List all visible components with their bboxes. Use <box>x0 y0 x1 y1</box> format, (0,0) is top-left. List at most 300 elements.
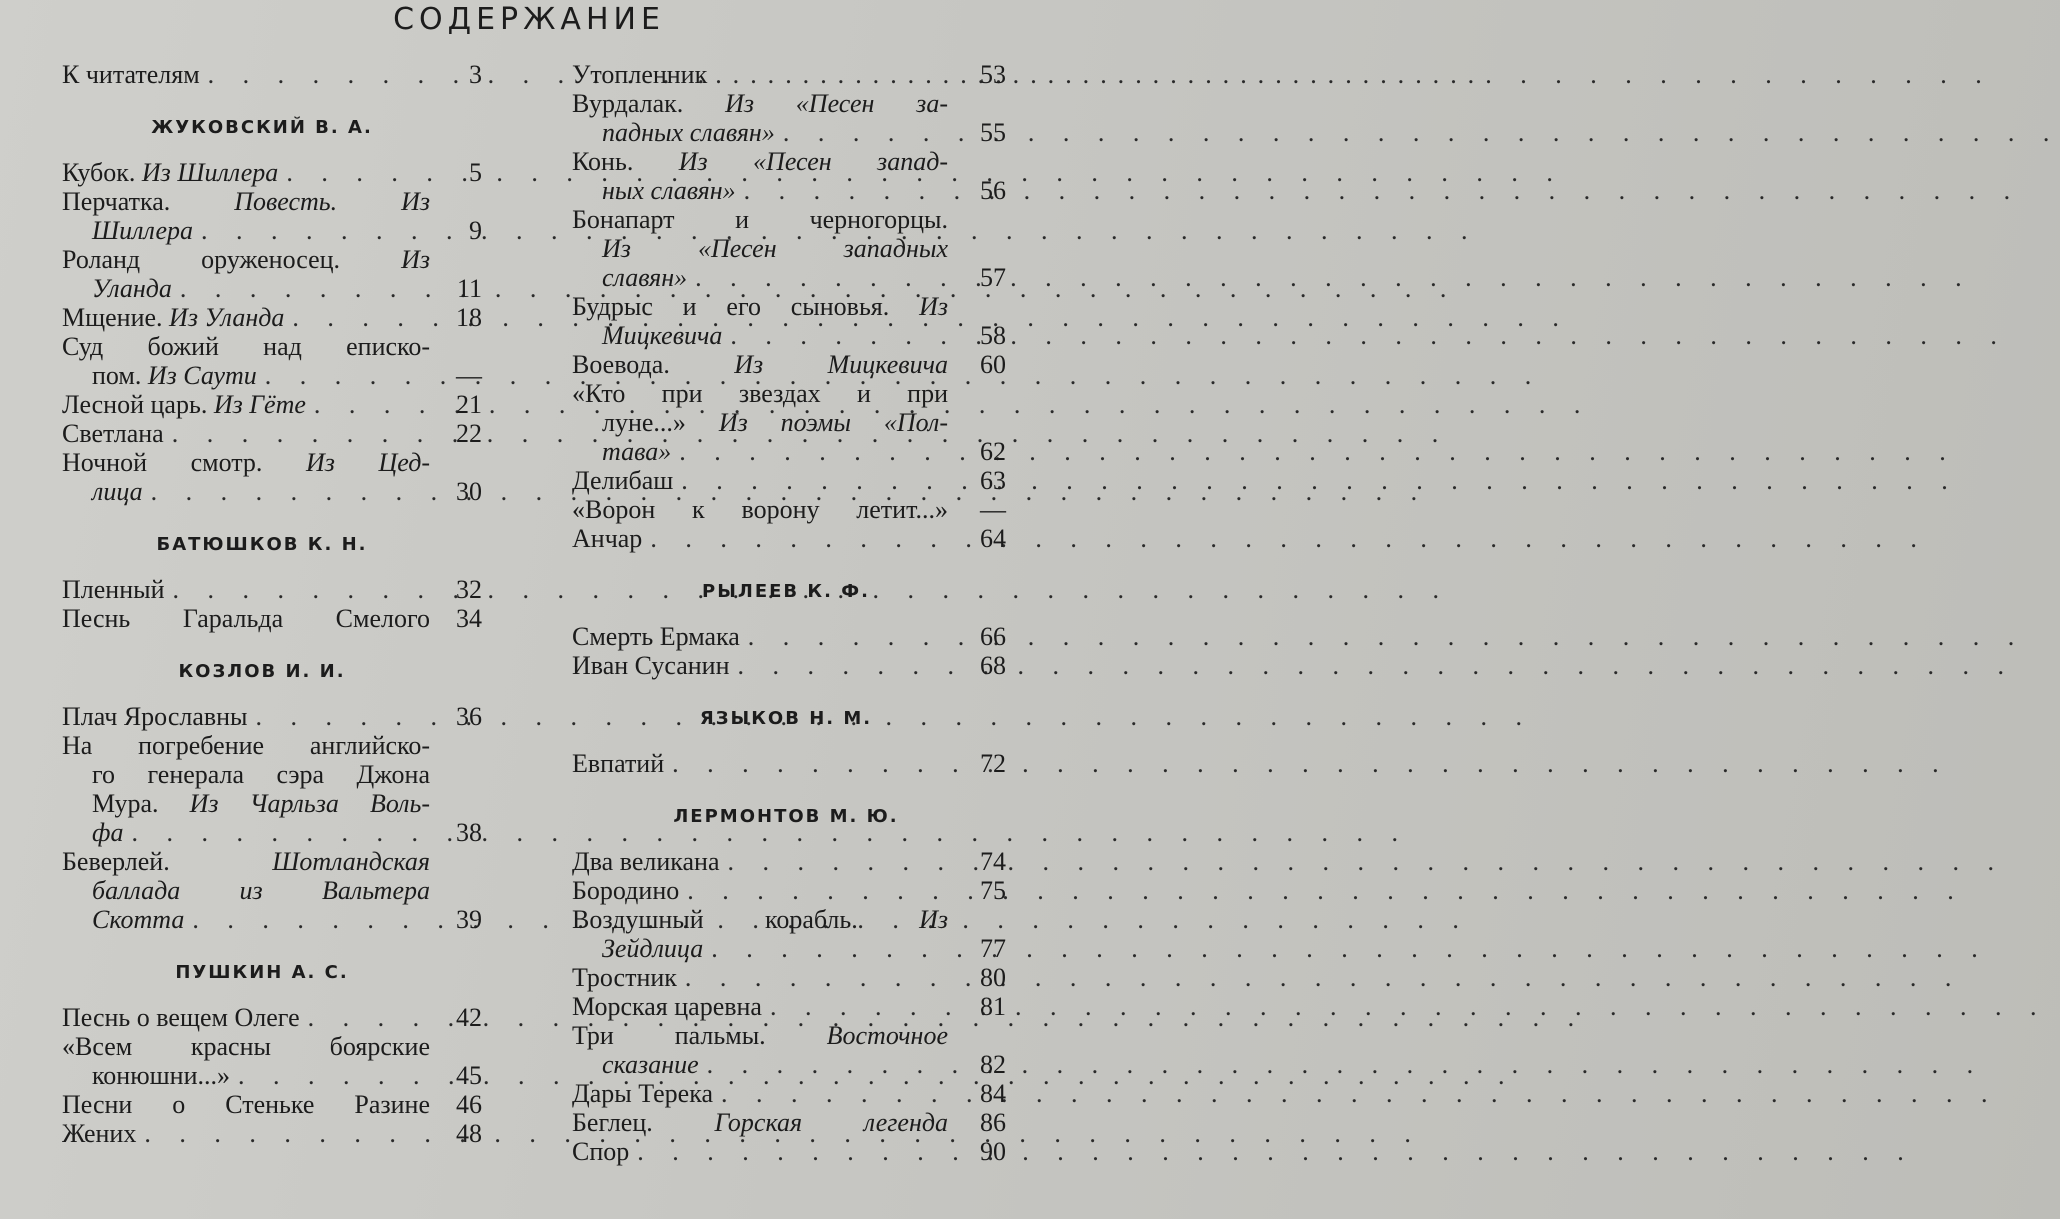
section-heading: БАТЮШКОВ К. Н. <box>156 534 368 555</box>
entry-line <box>572 205 1000 234</box>
toc-right-column <box>572 60 1006 1166</box>
entry-source: Повесть. Из <box>234 187 430 216</box>
entry-title: Светлана <box>62 419 164 448</box>
toc-entry <box>62 60 482 89</box>
dot-leader <box>730 651 2016 680</box>
page-number: 46 <box>456 1090 482 1119</box>
dot-leader <box>720 847 2006 876</box>
toc-entry <box>572 524 1006 553</box>
entry-text <box>62 60 200 89</box>
page-number: 64 <box>980 524 1006 553</box>
dot-leader <box>707 60 1993 89</box>
entry-line <box>572 466 1000 495</box>
page-number: 66 <box>980 622 1006 651</box>
toc-entry <box>572 495 1006 524</box>
entry-title: Беглец. <box>572 1108 653 1137</box>
entry-line <box>572 147 1000 176</box>
entry-text <box>572 1108 948 1137</box>
entry-text <box>572 847 720 876</box>
entry-text <box>92 876 430 905</box>
entry-line <box>62 187 482 216</box>
entry-line <box>572 176 1000 205</box>
entry-text <box>572 749 664 778</box>
toc-entry <box>572 905 1006 963</box>
entry-line <box>572 992 1000 1021</box>
entry-title: Песни о Стеньке Разине <box>62 1090 430 1119</box>
dot-leader <box>677 963 1963 992</box>
page-number: 68 <box>980 651 1006 680</box>
entry-title: Будрыс и его сыновья. <box>572 292 890 321</box>
dot-leader <box>673 466 1959 495</box>
page-number: 56 <box>980 176 1006 205</box>
entry-title: Суд божий над еписко- <box>62 332 430 361</box>
entry-source: Из Гёте <box>213 390 306 419</box>
entry-line <box>572 963 1000 992</box>
entry-title: «Кто при звездах и при <box>572 379 948 408</box>
entry-line <box>62 419 482 448</box>
toc-entry <box>572 60 1006 89</box>
dot-leader <box>736 176 2022 205</box>
entry-text <box>62 187 430 216</box>
entry-text <box>572 1021 948 1050</box>
toc-entry <box>62 1003 482 1032</box>
page-number: 30 <box>456 477 482 506</box>
entry-line <box>572 437 1000 466</box>
entry-line <box>572 89 1000 118</box>
entry-line <box>62 1003 482 1032</box>
entry-title: Песнь о вещем Олеге <box>62 1003 300 1032</box>
entry-source: сказание <box>602 1050 699 1079</box>
entry-title: Два великана <box>572 847 720 876</box>
entry-line <box>62 216 482 245</box>
entry-title: го генерала сэра Джона <box>92 760 430 789</box>
dot-leader <box>629 1137 1915 1166</box>
entry-line <box>62 731 482 760</box>
entry-text <box>62 245 430 274</box>
page-number: 34 <box>456 604 482 633</box>
entry-line <box>62 448 482 477</box>
entry-line <box>62 905 482 934</box>
section-heading: РЫЛЕЕВ К. Ф. <box>702 581 870 602</box>
entry-title: Тростник <box>572 963 677 992</box>
entry-text <box>92 818 123 847</box>
page-number: 62 <box>980 437 1006 466</box>
entry-line <box>62 760 482 789</box>
entry-source: Из Уланда <box>169 303 285 332</box>
entry-source: Зейдлица <box>602 934 704 963</box>
entry-source: Уланда <box>92 274 172 303</box>
entry-source: падных славян» <box>602 118 775 147</box>
entry-line <box>572 1079 1000 1108</box>
entry-text <box>602 934 703 963</box>
page-number: 3 <box>469 60 482 89</box>
page-number: 42 <box>456 1003 482 1032</box>
entry-text <box>572 1137 629 1166</box>
page-number: 86 <box>980 1108 1006 1137</box>
entry-line <box>62 477 482 506</box>
entry-source: ных славян» <box>602 176 736 205</box>
entry-text <box>62 731 430 760</box>
entry-source: Из Чарльза Воль- <box>189 789 431 818</box>
entry-line <box>62 1119 482 1148</box>
entry-title: Морская царевна <box>572 992 762 1021</box>
entry-title: На погребение английско- <box>62 731 430 760</box>
entry-text <box>602 321 722 350</box>
entry-text <box>92 361 257 390</box>
toc-entry <box>62 604 482 633</box>
entry-line <box>62 876 482 905</box>
entry-source: фа <box>92 818 124 847</box>
entry-line <box>572 651 1000 680</box>
page-number: 72 <box>980 749 1006 778</box>
entry-title: Мура. <box>92 789 159 818</box>
entry-line <box>62 158 482 187</box>
entry-text <box>62 158 278 187</box>
entry-line <box>572 408 1000 437</box>
dot-leader <box>722 321 2008 350</box>
entry-title: Бородино <box>572 876 680 905</box>
entry-text <box>62 303 284 332</box>
toc-entry <box>572 1021 1006 1079</box>
page-number: 82 <box>980 1050 1006 1079</box>
toc-entry <box>62 187 482 245</box>
entry-source: тава» <box>602 437 672 466</box>
entry-text <box>572 1079 713 1108</box>
entry-text <box>572 651 730 680</box>
entry-title: Анчар <box>572 524 643 553</box>
entry-line <box>62 245 482 274</box>
entry-title: Смерть Ермака <box>572 622 740 651</box>
entry-title: Роланд оруженосец. <box>62 245 341 274</box>
section-heading: ЖУКОВСКИЙ В. А. <box>151 117 373 138</box>
entry-line <box>62 818 482 847</box>
entry-text <box>572 89 948 118</box>
dot-leader <box>699 1050 1985 1079</box>
entry-title: Бонапарт и черногорцы. <box>572 205 948 234</box>
entry-line <box>572 60 1000 89</box>
entry-title: «Ворон к ворону летит...» <box>572 495 948 524</box>
page-number: 5 <box>469 158 482 187</box>
entry-line <box>62 1061 482 1090</box>
entry-text <box>92 789 430 818</box>
entry-title: Ночной смотр. <box>62 448 263 477</box>
section-heading: ЛЕРМОНТОВ М. Ю. <box>673 806 899 827</box>
page-number: 21 <box>456 390 482 419</box>
toc-entry <box>572 350 1006 379</box>
toc-entry <box>62 847 482 934</box>
entry-title: К читателям <box>62 60 200 89</box>
page-number: 53 <box>980 60 1006 89</box>
entry-source: Из «Песен за- <box>725 89 948 118</box>
page-number: 81 <box>980 992 1006 1021</box>
toc-entry <box>62 158 482 187</box>
entry-title: Жених <box>62 1119 137 1148</box>
entry-line <box>572 118 1000 147</box>
entry-line <box>62 847 482 876</box>
dot-leader <box>664 749 1950 778</box>
entry-title: Плач Ярославны <box>62 702 248 731</box>
dot-leader <box>679 876 1965 905</box>
page-number: 18 <box>456 303 482 332</box>
entry-text <box>572 379 948 408</box>
entry-title: конюшни...» <box>92 1061 230 1090</box>
entry-line <box>62 60 482 89</box>
entry-title: Перчатка. <box>62 187 171 216</box>
dot-leader <box>703 934 1989 963</box>
toc-entry <box>572 147 1006 205</box>
entry-source: Шиллера <box>92 216 193 245</box>
entry-text <box>572 147 948 176</box>
toc-entry <box>62 702 482 731</box>
entry-text <box>572 495 948 524</box>
entry-line <box>62 604 482 633</box>
entry-line <box>62 575 482 604</box>
entry-line <box>62 303 482 332</box>
page-number: 22 <box>456 419 482 448</box>
toc-entry <box>62 1032 482 1090</box>
entry-line <box>572 234 1000 263</box>
entry-text <box>62 1090 430 1119</box>
entry-title: Беверлей. <box>62 847 170 876</box>
entry-line <box>572 934 1000 963</box>
entry-text <box>572 60 707 89</box>
toc-entry <box>62 332 482 390</box>
page-number: — <box>980 495 1006 524</box>
entry-source: Мицкевича <box>602 321 723 350</box>
toc-entry <box>572 205 1006 292</box>
toc-entry <box>572 749 1006 778</box>
entry-text <box>92 760 430 789</box>
entry-title: пом. <box>92 361 142 390</box>
entry-title: Делибаш <box>572 466 674 495</box>
page-number: 84 <box>980 1079 1006 1108</box>
entry-text <box>92 1061 230 1090</box>
entry-line <box>62 1032 482 1061</box>
entry-source: Восточное <box>826 1021 948 1050</box>
page-number: 9 <box>469 216 482 245</box>
entry-title: Песнь Гаральда Смелого <box>62 604 430 633</box>
page-number: 80 <box>980 963 1006 992</box>
entry-line <box>62 1090 482 1119</box>
entry-line <box>572 905 1000 934</box>
section-heading: КОЗЛОВ И. И. <box>178 661 346 682</box>
entry-source: лица <box>92 477 143 506</box>
entry-text <box>62 390 306 419</box>
entry-title: Утопленник <box>572 60 708 89</box>
page-title: СОДЕРЖАНИЕ <box>393 2 665 37</box>
page-number: 63 <box>980 466 1006 495</box>
section-heading: ЯЗЫКОВ Н. М. <box>699 708 873 729</box>
entry-title: Лесной царь. <box>62 390 208 419</box>
page-number: 39 <box>456 905 482 934</box>
entry-title: Иван Сусанин <box>572 651 730 680</box>
entry-source: Из «Песен запад- <box>678 147 949 176</box>
entry-title: Кубок. <box>62 158 136 187</box>
toc-entry <box>572 651 1006 680</box>
entry-source: Шотландская <box>272 847 430 876</box>
page-number: 57 <box>980 263 1006 292</box>
entry-text <box>572 963 677 992</box>
entry-text <box>602 1050 699 1079</box>
entry-title: Пленный <box>62 575 165 604</box>
entry-title: Спор <box>572 1137 630 1166</box>
entry-text <box>92 905 184 934</box>
entry-source: славян» <box>602 263 688 292</box>
dot-leader <box>671 437 1957 466</box>
entry-line <box>572 1050 1000 1079</box>
toc-left-column <box>62 60 482 1148</box>
toc-entry <box>62 575 482 604</box>
toc-entry <box>572 876 1006 905</box>
entry-title: Три пальмы. <box>572 1021 766 1050</box>
entry-text <box>62 575 165 604</box>
entry-text <box>92 477 143 506</box>
toc-entry <box>62 731 482 847</box>
entry-line <box>572 1108 1000 1137</box>
entry-line <box>572 495 1000 524</box>
entry-text <box>572 905 948 934</box>
entry-text <box>92 216 193 245</box>
entry-line <box>572 292 1000 321</box>
page-number: 45 <box>456 1061 482 1090</box>
entry-line <box>572 379 1000 408</box>
page-number: 58 <box>980 321 1006 350</box>
toc-entry <box>572 466 1006 495</box>
page-number: 38 <box>456 818 482 847</box>
toc-entry <box>572 963 1006 992</box>
page-number: 48 <box>456 1119 482 1148</box>
entry-text <box>62 1032 430 1061</box>
entry-title: Дары Терека <box>572 1079 713 1108</box>
toc-entry <box>572 379 1006 466</box>
toc-entry <box>572 622 1006 651</box>
page-number: 32 <box>456 575 482 604</box>
entry-text <box>602 176 736 205</box>
entry-line <box>572 524 1000 553</box>
entry-text <box>602 408 948 437</box>
toc-entry <box>572 1079 1006 1108</box>
page-number: 36 <box>456 702 482 731</box>
entry-text <box>572 524 642 553</box>
entry-line <box>572 876 1000 905</box>
toc-entry <box>62 245 482 303</box>
entry-source: Из Мицкевича <box>734 350 948 379</box>
entry-title: луне...» <box>602 408 686 437</box>
entry-title: «Всем красны боярские <box>62 1032 430 1061</box>
entry-line <box>572 847 1000 876</box>
toc-entry <box>62 448 482 506</box>
toc-entry <box>572 89 1006 147</box>
entry-text <box>572 622 740 651</box>
section-heading: ПУШКИН А. С. <box>175 962 349 983</box>
entry-text <box>62 332 430 361</box>
entry-source: Скотта <box>92 905 185 934</box>
dot-leader <box>713 1079 1999 1108</box>
entry-text <box>62 448 430 477</box>
entry-source: Из <box>919 905 948 934</box>
toc-entry <box>572 1108 1006 1137</box>
entry-text <box>572 292 948 321</box>
entry-text <box>572 466 673 495</box>
entry-line <box>572 1021 1000 1050</box>
entry-text <box>62 419 164 448</box>
entry-source: Горская легенда <box>714 1108 948 1137</box>
entry-line <box>572 263 1000 292</box>
entry-line <box>62 332 482 361</box>
entry-source: Из поэмы «Пол- <box>718 408 948 437</box>
entry-line <box>62 789 482 818</box>
entry-source: баллада из Вальтера <box>92 876 430 905</box>
page-number: 75 <box>980 876 1006 905</box>
entry-source: Из <box>919 292 949 321</box>
toc-entry <box>572 847 1006 876</box>
entry-source: Из «Песен западных <box>602 234 948 263</box>
toc-entry <box>62 303 482 332</box>
entry-title: Евпатий <box>572 749 665 778</box>
entry-line <box>572 321 1000 350</box>
entry-line <box>572 622 1000 651</box>
entry-line <box>572 749 1000 778</box>
entry-source: Из Цед- <box>306 448 430 477</box>
entry-text <box>602 437 671 466</box>
toc-entry <box>62 1090 482 1119</box>
dot-leader <box>687 263 1973 292</box>
page-number: 60 <box>980 350 1006 379</box>
dot-leader <box>740 622 2026 651</box>
entry-line <box>572 350 1000 379</box>
page-number: — <box>456 361 482 390</box>
entry-text <box>602 263 687 292</box>
entry-source: Из Саути <box>147 361 257 390</box>
entry-source: Из Шиллера <box>141 158 279 187</box>
page-number: 74 <box>980 847 1006 876</box>
page-number: 55 <box>980 118 1006 147</box>
entry-text <box>572 992 762 1021</box>
entry-text <box>602 118 775 147</box>
toc-entry <box>62 390 482 419</box>
entry-text <box>572 876 679 905</box>
toc-entry <box>572 292 1006 350</box>
toc-entry <box>62 1119 482 1148</box>
entry-text <box>572 205 948 234</box>
entry-title: Мщение. <box>62 303 163 332</box>
entry-text <box>62 1003 300 1032</box>
entry-title: Воздушный корабль. <box>572 905 858 934</box>
page-number: 90 <box>980 1137 1006 1166</box>
entry-source: Из <box>401 245 430 274</box>
entry-line <box>572 1137 1000 1166</box>
entry-title: Воевода. <box>572 350 670 379</box>
toc-entry <box>572 1137 1006 1166</box>
entry-text <box>602 234 948 263</box>
entry-title: Конь. <box>572 147 634 176</box>
entry-text <box>62 1119 136 1148</box>
page-number: 11 <box>456 274 482 303</box>
toc-entry <box>62 419 482 448</box>
entry-text <box>62 847 430 876</box>
entry-line <box>62 361 482 390</box>
toc-entry <box>572 992 1006 1021</box>
entry-text <box>92 274 172 303</box>
entry-title: Вурдалак. <box>572 89 684 118</box>
entry-line <box>62 274 482 303</box>
entry-text <box>572 350 948 379</box>
entry-text <box>62 702 248 731</box>
entry-text <box>62 604 430 633</box>
page-number: 77 <box>980 934 1006 963</box>
dot-leader <box>642 524 1928 553</box>
entry-line <box>62 390 482 419</box>
